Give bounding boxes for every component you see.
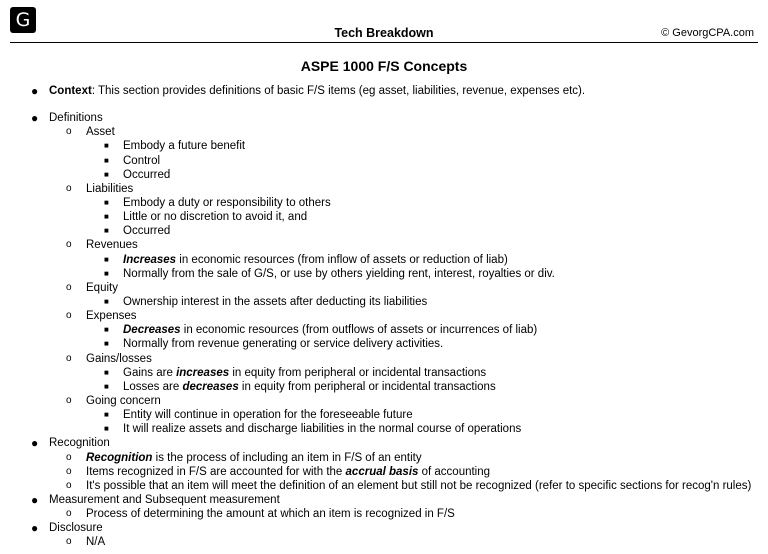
gevorg-logo: G [10, 7, 36, 33]
list-item [0, 352, 768, 366]
bullet-circle-icon: o [66, 394, 72, 406]
bullet-circle-icon: o [66, 352, 72, 364]
list-item [0, 182, 768, 196]
list-item [0, 111, 768, 125]
list-item [0, 493, 768, 507]
bullet-circle-icon: o [66, 451, 72, 463]
bullet-circle-icon: o [66, 479, 72, 491]
list-item [0, 436, 768, 450]
bullet-circle-icon: o [66, 239, 72, 251]
bullet-square-icon: ■ [104, 155, 109, 165]
emphasis-text: Increases [123, 253, 177, 266]
going-concern-label: Going concern [86, 394, 161, 407]
document-title: ASPE 1000 F/S Concepts [300, 58, 468, 74]
liabilities-label: Liabilities [86, 182, 134, 195]
bullet-disc-icon: ● [31, 521, 39, 536]
list-item: o Recognition is the process of including an item in F/S of an entity [66, 451, 422, 464]
list-item: ■ Losses are decreases in equity from peripheral or incidental transactions [104, 380, 496, 393]
list-item: o Items recognized in F/S are accounted for with the accrual basis of accounting [66, 465, 491, 478]
bullet-disc-icon: ● [31, 492, 39, 507]
bullet-square-icon: ■ [104, 212, 109, 222]
list-item [0, 309, 768, 323]
list-item: o It's possible that an item will meet the definition of an element but still not be recognized (refer to specific sections for recog'n rules) [66, 479, 752, 492]
list-item: ■ Gains are increases in equity from peripheral or incidental transactions [104, 366, 487, 379]
disclosure-label: Disclosure [49, 522, 103, 535]
bullet-square-icon: ■ [104, 367, 109, 377]
list-item: ■ Occurred [104, 225, 171, 238]
header-divider [10, 42, 758, 43]
emphasis-text: accrual basis [345, 465, 419, 478]
list-item: ■ Normally from the sale of G/S, or use by others yielding rent, interest, royalties or div. [104, 267, 555, 280]
bullet-circle-icon: o [66, 310, 72, 322]
emphasis-text: Decreases [123, 324, 181, 337]
bullet-square-icon: ■ [104, 226, 109, 236]
bullet-square-icon: ■ [104, 296, 109, 306]
list-item: ■ Embody a future benefit [104, 140, 246, 153]
list-item: ■ Occurred [104, 168, 171, 181]
header-title: Tech Breakdown [334, 26, 434, 40]
document-body [0, 84, 768, 550]
list-item: ■ Embody a duty or responsibility to others [104, 196, 331, 209]
emphasis-text: Recognition [86, 451, 153, 464]
gains-losses-label: Gains/losses [86, 352, 152, 365]
bullet-square-icon: ■ [104, 424, 109, 434]
header-copyright: © GevorgCPA.com [661, 27, 754, 39]
recognition-label: Recognition [49, 437, 110, 450]
list-item [0, 281, 768, 295]
list-item: ■ Increases in economic resources (from inflow of assets or reduction of liab) [104, 253, 508, 266]
bullet-square-icon: ■ [104, 169, 109, 179]
revenues-label: Revenues [86, 239, 138, 252]
list-item [0, 521, 768, 535]
list-item: o N/A [66, 536, 106, 549]
expenses-label: Expenses [86, 310, 137, 323]
emphasis-text: increases [176, 366, 230, 379]
context-label: Context [49, 85, 92, 97]
bullet-circle-icon: o [66, 182, 72, 194]
bullet-circle-icon: o [66, 508, 72, 520]
bullet-square-icon: ■ [104, 197, 109, 207]
list-item: ■ Little or no discretion to avoid it, and [104, 211, 308, 224]
list-item [0, 238, 768, 252]
bullet-square-icon: ■ [104, 141, 109, 151]
list-item [0, 84, 768, 98]
list-item: ■ Ownership interest in the assets after deducting its liabilities [104, 295, 428, 308]
definitions-label: Definitions [49, 112, 103, 125]
emphasis-text: decreases [182, 380, 239, 393]
list-item [0, 125, 768, 139]
bullet-square-icon: ■ [104, 325, 109, 335]
measurement-label: Measurement and Subsequent measurement [49, 493, 280, 506]
bullet-circle-icon: o [66, 281, 72, 293]
bullet-square-icon: ■ [104, 268, 109, 278]
bullet-circle-icon: o [66, 465, 72, 477]
bullet-square-icon: ■ [104, 254, 109, 264]
bullet-square-icon: ■ [104, 410, 109, 420]
bullet-square-icon: ■ [104, 339, 109, 349]
list-item: ■ Normally from revenue generating or service delivery activities. [104, 338, 444, 351]
context-text: : This section provides definitions of basic F/S items (eg asset, liabilities, revenue, expenses etc). [91, 85, 586, 97]
asset-label: Asset [86, 126, 115, 139]
list-item: ■ Entity will continue in operation for the foreseeable future [104, 409, 413, 422]
bullet-disc-icon: ● [31, 84, 39, 98]
bullet-square-icon: ■ [104, 381, 109, 391]
bullet-disc-icon: ● [31, 111, 39, 126]
list-item: o Process of determining the amount at which an item is recognized in F/S [66, 508, 455, 521]
list-item [0, 394, 768, 408]
bullet-circle-icon: o [66, 126, 72, 138]
list-item: ■ It will realize assets and discharge liabilities in the normal course of operations [104, 423, 522, 436]
list-item: ■ Decreases in economic resources (from outflows of assets or incurrences of liab) [104, 324, 538, 337]
bullet-circle-icon: o [66, 536, 72, 548]
bullet-disc-icon: ● [31, 436, 39, 451]
equity-label: Equity [86, 281, 118, 294]
list-item: ■ Control [104, 154, 161, 167]
